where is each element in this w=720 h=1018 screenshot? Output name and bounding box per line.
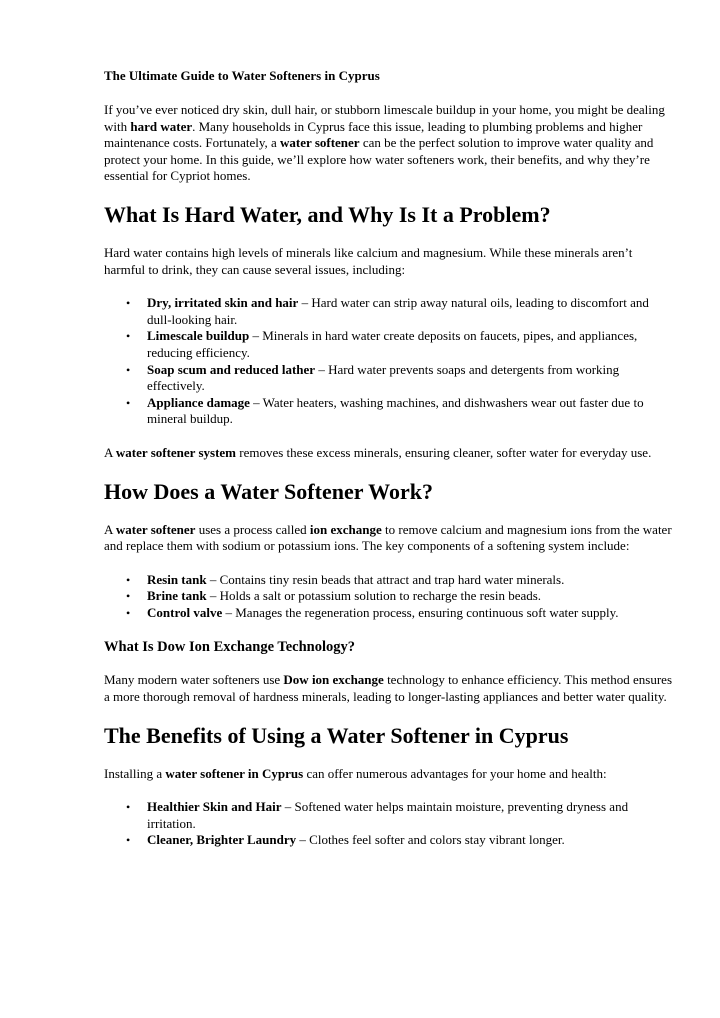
list-item bbox=[104, 588, 674, 605]
section3-paragraph bbox=[104, 672, 674, 705]
softener-components-list bbox=[104, 572, 674, 622]
list-item-desc: – Hard water prevents soaps and detergents from working effectively. bbox=[147, 361, 620, 394]
hard-water-issues-list bbox=[104, 295, 674, 428]
closing-text-2: removes these excess minerals, ensuring cleaner, softer water for everyday use. bbox=[236, 444, 652, 460]
s4-text-1: Installing a bbox=[104, 765, 166, 781]
bullet-icon: • bbox=[126, 362, 131, 377]
s2-text-2: uses a process called bbox=[195, 521, 310, 537]
list-item-term: Cleaner, Brighter Laundry bbox=[147, 832, 297, 848]
list-item bbox=[104, 395, 674, 428]
intro-paragraph bbox=[104, 102, 674, 185]
list-item bbox=[104, 572, 674, 589]
bullet-icon: • bbox=[126, 395, 131, 410]
list-item-term: Resin tank bbox=[147, 571, 207, 587]
list-item bbox=[104, 832, 674, 849]
intro-bold-hard-water: hard water bbox=[130, 118, 193, 134]
bullet-icon: • bbox=[126, 329, 131, 344]
list-item-term: Limescale buildup bbox=[147, 328, 250, 344]
bullet-icon: • bbox=[126, 605, 131, 620]
intro-text-2: . Many households in Cyprus face this issue, leading to plumbing problems and higher maintenance costs. Fortunately, a bbox=[104, 118, 643, 151]
section4-paragraph bbox=[104, 766, 674, 783]
section-heading-hard-water: What Is Hard Water, and Why Is It a Problem? bbox=[104, 201, 551, 227]
section2-paragraph bbox=[104, 522, 674, 555]
list-item-term: Control valve bbox=[147, 604, 223, 620]
s3-bold-1: Dow ion exchange bbox=[283, 672, 384, 688]
s4-text-2: can offer numerous advantages for your home and health: bbox=[303, 765, 607, 781]
list-item-term: Healthier Skin and Hair bbox=[147, 799, 282, 815]
list-item-desc: – Holds a salt or potassium solution to recharge the resin beads. bbox=[206, 588, 542, 604]
list-item-term: Appliance damage bbox=[147, 394, 250, 410]
list-item bbox=[104, 605, 674, 622]
bullet-icon: • bbox=[126, 589, 131, 604]
list-item-term: Soap scum and reduced lather bbox=[147, 361, 316, 377]
list-item-desc: – Manages the regeneration process, ensuring continuous soft water supply. bbox=[222, 604, 619, 620]
list-item bbox=[104, 799, 674, 832]
intro-text-1: If you’ve ever noticed dry skin, dull hair, or stubborn limescale buildup in your home, you might be dealing with bbox=[104, 102, 665, 134]
list-item-desc: – Hard water can strip away natural oils, leading to discomfort and dull-looking hair. bbox=[147, 295, 649, 327]
intro-bold-water-softener: water softener bbox=[280, 135, 360, 151]
s3-text-1: Many modern water softeners use bbox=[104, 672, 284, 688]
list-item-desc: – Water heaters, washing machines, and dishwashers wear out faster due to mineral buildup. bbox=[147, 394, 644, 427]
list-item-desc: – Contains tiny resin beads that attract and trap hard water minerals. bbox=[206, 571, 565, 587]
list-item bbox=[104, 295, 674, 328]
benefits-list bbox=[104, 799, 674, 849]
document-title: The Ultimate Guide to Water Softeners in Cyprus bbox=[104, 68, 380, 83]
list-item-desc: – Softened water helps maintain moisture, preventing dryness and irritation. bbox=[147, 799, 629, 831]
document-page bbox=[104, 68, 674, 866]
section1-closing-paragraph bbox=[104, 445, 674, 462]
list-item bbox=[104, 328, 674, 361]
s2-text-3: to remove calcium and magnesium ions from the water and replace them with sodium or potassium ions. The key components of a softening system include: bbox=[104, 521, 672, 554]
closing-bold: water softener system bbox=[115, 444, 237, 460]
list-item-desc: – Clothes feel softer and colors stay vibrant longer. bbox=[296, 832, 565, 848]
list-item bbox=[104, 362, 674, 395]
intro-text-3: can be the perfect solution to improve water quality and protect your home. In this guide, we’ll explore how water softeners work, their benefits, and why they’re essential for Cypriot homes. bbox=[104, 135, 654, 184]
s2-bold-2: ion exchange bbox=[309, 521, 382, 537]
bullet-icon: • bbox=[126, 800, 131, 815]
bullet-icon: • bbox=[126, 833, 131, 848]
s3-text-2: technology to enhance efficiency. This method ensures a more thorough removal of hardness minerals, leading to longer-lasting appliances and better water quality. bbox=[104, 672, 673, 705]
list-item-term: Dry, irritated skin and hair bbox=[147, 295, 299, 311]
section1-paragraph: Hard water contains high levels of minerals like calcium and magnesium. While these minerals aren’t harmful to drink, they can cause several issues, including: bbox=[104, 244, 633, 277]
s2-bold-1: water softener bbox=[115, 521, 196, 537]
s2-text-1: A bbox=[104, 521, 116, 537]
list-item-term: Brine tank bbox=[147, 588, 207, 604]
s4-bold-1: water softener in Cyprus bbox=[165, 765, 304, 781]
bullet-icon: • bbox=[126, 572, 131, 587]
section-heading-how-it-works: How Does a Water Softener Work? bbox=[104, 478, 433, 504]
bullet-icon: • bbox=[126, 296, 131, 311]
list-item-desc: – Minerals in hard water create deposits on faucets, pipes, and appliances, reducing efficiency. bbox=[147, 328, 638, 360]
section-heading-benefits: The Benefits of Using a Water Softener in Cyprus bbox=[104, 722, 569, 748]
subheading-dow-ion-exchange: What Is Dow Ion Exchange Technology? bbox=[104, 639, 355, 656]
closing-text-1: A bbox=[104, 444, 116, 460]
